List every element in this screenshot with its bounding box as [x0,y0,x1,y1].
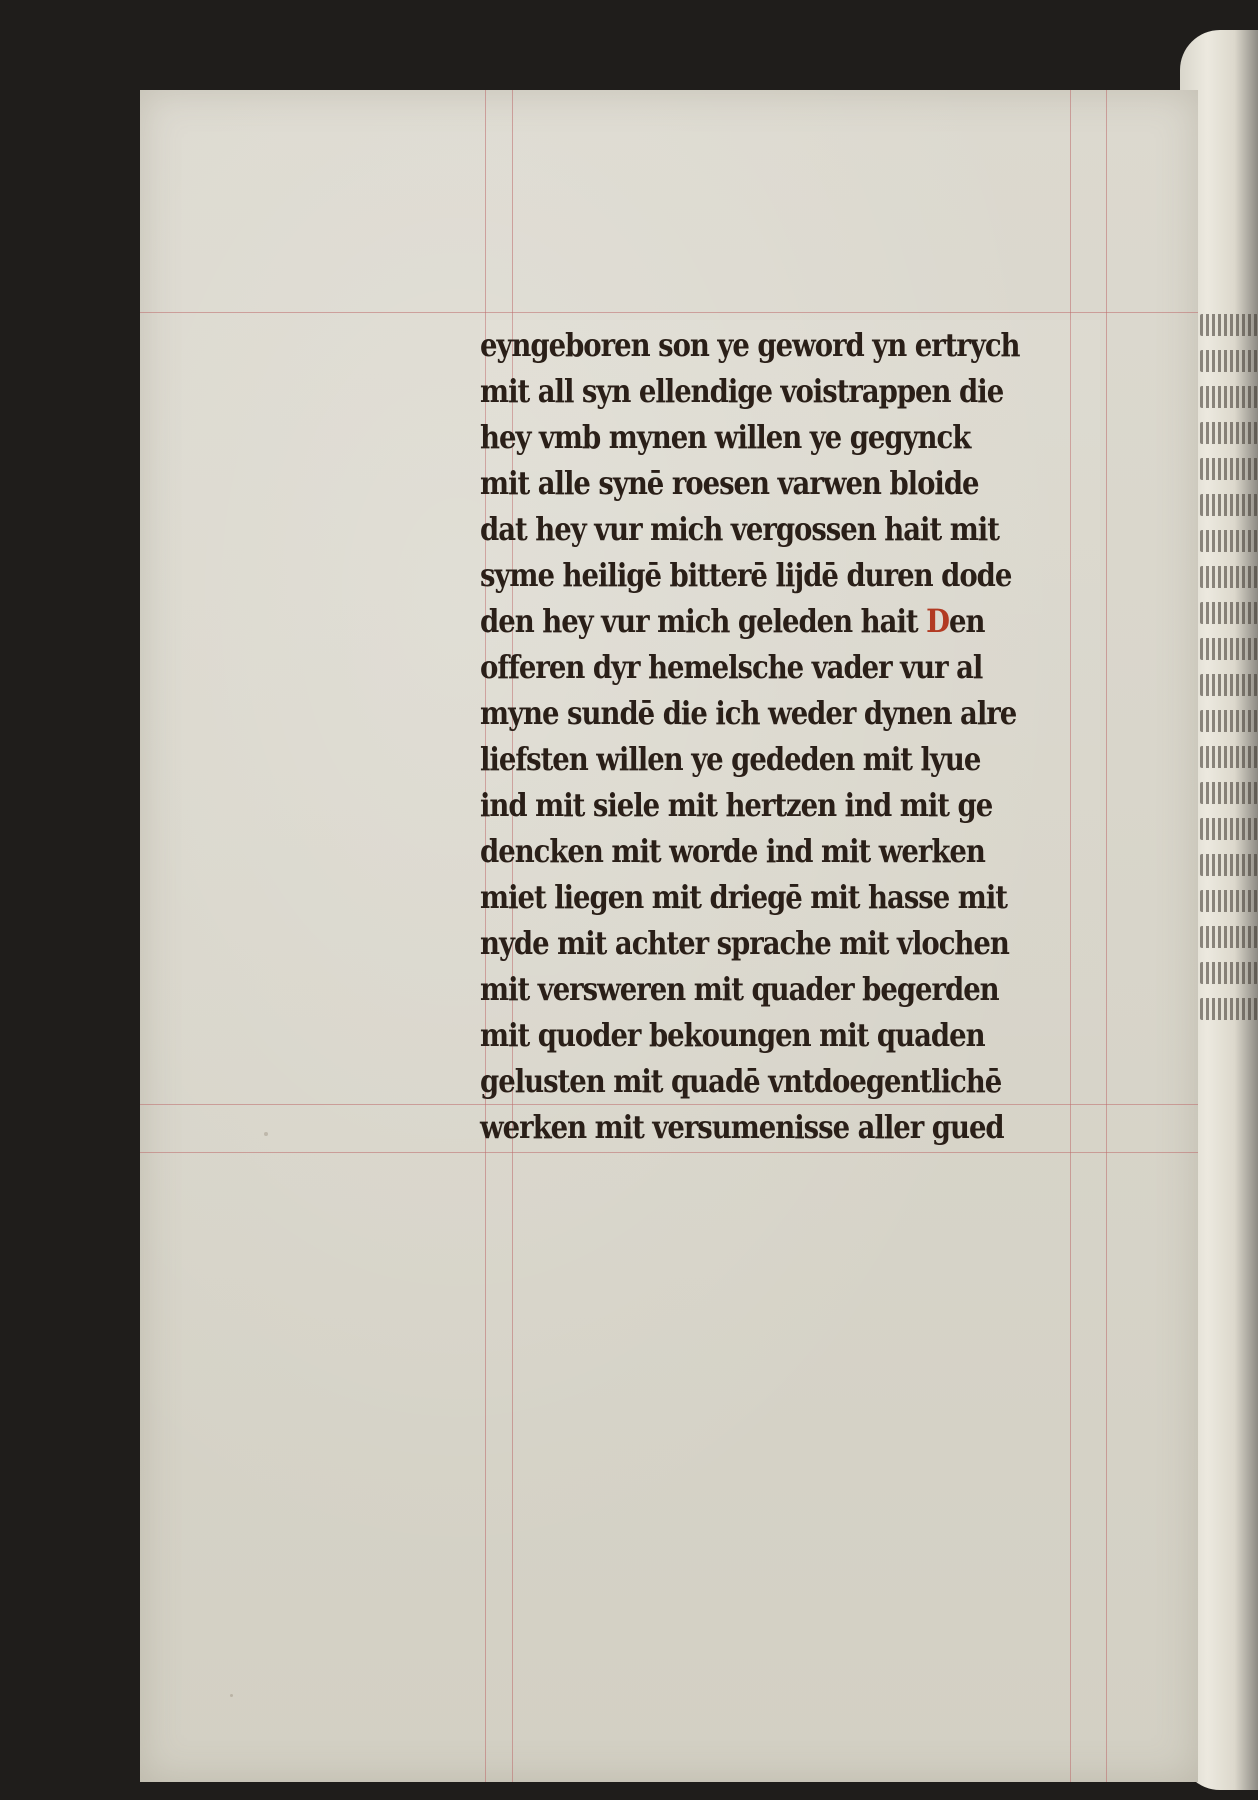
text-line: syme heiligē bitterē lijdē duren dode [480,556,1012,594]
text-line: liefsten willen ye gededen mit lyue [480,740,981,778]
text-line: mit versweren mit quader begerden [480,970,999,1008]
ruling-line-right [1106,90,1107,1782]
ink-speck [230,1694,233,1697]
ruling-line-top [140,312,1198,313]
text-line: nyde mit achter sprache mit vlochen [480,924,1009,962]
text-line: ind mit siele mit hertzen ind mit ge [480,786,993,824]
manuscript-page [140,90,1198,1782]
text-line-segment: en [948,602,985,640]
text-line: mit quoder bekoungen mit quaden [480,1016,985,1054]
text-line: dat hey vur mich vergossen hait mit [480,510,999,548]
text-line: gelusten mit quadē vntdoegentlichē [480,1062,1002,1100]
text-line-segment: den hey vur mich geleden hait [480,602,918,640]
text-line: eyngeboren son ye geword yn ertrych [480,326,1020,364]
text-line: werken mit versumenisse aller gued [480,1108,1004,1146]
text-line: offeren dyr hemelsche vader vur al [480,648,983,686]
rubricated-initial: D [926,602,949,640]
text-line: myne sundē die ich weder dynen alre [480,694,1017,732]
text-line-with-rubric [480,596,1022,646]
text-line: mit all syn ellendige voistrappen die [480,372,1004,410]
text-line: dencken mit worde ind mit werken [480,832,985,870]
text-column [480,320,1100,1170]
text-line: hey vmb mynen willen ye gegynck [480,418,971,456]
adjacent-page-text-fragment [1196,300,1258,1180]
text-line: mit alle synē roesen varwen bloide [480,464,979,502]
ink-speck [264,1132,268,1136]
text-line: miet liegen mit driegē mit hasse mit [480,878,1007,916]
